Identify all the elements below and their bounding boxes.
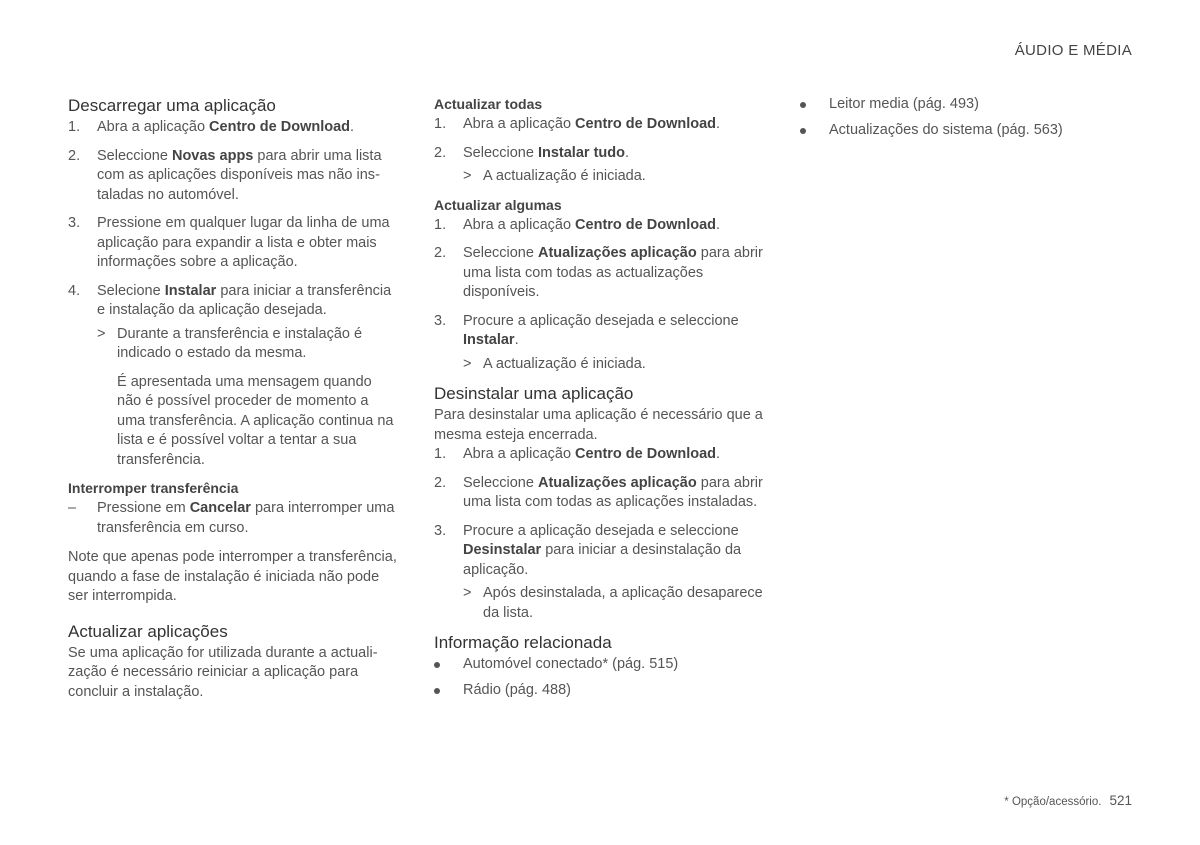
- link-text[interactable]: Actualizações do sistema (pág. 563): [829, 121, 1063, 138]
- step-text: Abra a aplicação: [463, 116, 576, 132]
- column-3: [800, 95, 1130, 146]
- ui-term: Atualizações aplicação: [537, 245, 697, 261]
- step-number: 2.: [68, 147, 81, 164]
- step-text: para abrir uma lista com todas as aplicações instaladas.: [463, 474, 763, 510]
- update-all-step-2: [434, 144, 764, 187]
- step-text: .: [716, 216, 721, 233]
- step-number: 3.: [434, 522, 447, 539]
- interrupt-step: [68, 499, 398, 538]
- column-2: [434, 95, 764, 706]
- step-number: 1.: [434, 216, 447, 233]
- ui-term: Centro de Download: [575, 216, 717, 233]
- update-some-step-2: [434, 244, 764, 303]
- step-number: 3.: [434, 312, 447, 329]
- step-text: Abra a aplicação: [463, 216, 576, 233]
- download-step-4: [68, 282, 398, 471]
- step-text: .: [514, 332, 519, 348]
- step-text: .: [624, 144, 630, 161]
- related-link-radio[interactable]: [434, 681, 764, 701]
- section-header: ÁUDIO E MÉDIA: [1014, 42, 1132, 59]
- step-text: Abra a aplicação: [463, 446, 576, 462]
- heading-related-info: Informação relacionada: [434, 633, 612, 652]
- step-text: Seleccione: [97, 147, 172, 164]
- footer: [1004, 791, 1132, 813]
- ui-term: Centro de Download: [209, 119, 351, 135]
- bullet-icon: [800, 128, 806, 134]
- step-text: Abra a aplicação: [97, 119, 210, 135]
- ui-term: Instalar: [164, 282, 217, 299]
- result-mark: >: [97, 325, 106, 342]
- step-result: [463, 584, 764, 623]
- step-result: [97, 325, 398, 364]
- heading-update-all: Actualizar todas: [434, 96, 543, 112]
- step-text: Pressione em qualquer lugar da linha de uma aplicação para expandir a lista e obter mais informações sobre a aplicação.: [97, 215, 390, 270]
- page-number: 521: [1109, 793, 1132, 808]
- download-steps: [68, 118, 398, 470]
- result-mark: >: [463, 168, 472, 184]
- bullet-icon: [800, 102, 806, 108]
- column-1: [68, 95, 398, 702]
- uninstall-steps: [434, 445, 764, 623]
- ui-term: Atualizações aplicação: [537, 474, 697, 491]
- step-text: .: [716, 446, 721, 462]
- related-link-media-player[interactable]: [800, 95, 1130, 115]
- step-number: 2.: [434, 144, 447, 161]
- step-text: para interromper uma transferência em curso.: [97, 500, 395, 536]
- heading-update-apps: Actualizar aplicações: [68, 621, 228, 641]
- update-all-step-1: [434, 115, 764, 135]
- interrupt-note: Note que apenas pode interromper a transferência, quando a fase de instalação é iniciada não pode ser interrompida.: [68, 549, 397, 604]
- step-text: Seleccione: [463, 474, 538, 491]
- step-number: 2.: [434, 474, 447, 491]
- download-step-2: [68, 147, 398, 206]
- related-links-continued: [800, 95, 1130, 140]
- step-text: .: [350, 119, 355, 135]
- step-number: 1.: [434, 446, 447, 462]
- result-text: A actualização é iniciada.: [483, 355, 646, 372]
- ui-term: Cancelar: [189, 500, 251, 516]
- step-number: 2.: [434, 245, 447, 261]
- step-text: Pressione em: [97, 500, 190, 516]
- result-text: Após desinstalada, a aplicação desaparece da lista.: [483, 585, 763, 621]
- update-some-steps: [434, 216, 764, 375]
- step-number: 4.: [68, 282, 81, 299]
- step-result: [463, 355, 764, 375]
- footnote: * Opção/acessório.: [1004, 796, 1102, 808]
- step-text: para abrir uma lista com as aplicações disponíveis mas não instaladas no automóvel.: [97, 147, 382, 203]
- ui-term: Desinstalar: [463, 542, 542, 558]
- ui-term: Novas apps: [171, 147, 254, 164]
- heading-interrupt: Interromper transferência: [68, 480, 239, 496]
- step-text: para iniciar a transferência e instalação da aplicação desejada.: [97, 282, 392, 318]
- download-step-1: [68, 118, 398, 138]
- step-text: Selecione: [97, 282, 165, 299]
- step-result: [463, 167, 764, 187]
- uninstall-step-1: [434, 445, 764, 465]
- step-number: 3.: [68, 215, 81, 231]
- step-text: para abrir uma lista com todas as actualizações disponíveis.: [463, 245, 763, 300]
- heading-uninstall: Desinstalar uma aplicação: [434, 384, 634, 403]
- bullet-icon: [434, 688, 440, 694]
- update-apps-text: Se uma aplicação for utilizada durante a actualização é necessário reiniciar a aplicação para concluir a instalação.: [68, 644, 378, 700]
- dash-mark: –: [68, 500, 77, 516]
- ui-term: Instalar: [463, 332, 515, 348]
- related-link-connected-car[interactable]: [434, 655, 764, 675]
- uninstall-intro: Para desinstalar uma aplicação é necessário que a mesma esteja encerrada.: [434, 407, 763, 443]
- uninstall-step-2: [434, 474, 764, 513]
- result-text: A actualização é iniciada.: [483, 168, 646, 184]
- step-text: Procure a aplicação desejada e seleccione: [463, 522, 739, 539]
- ui-term: Instalar tudo: [537, 144, 625, 161]
- step-number: 1.: [68, 119, 81, 135]
- step-text: Seleccione: [463, 245, 538, 261]
- step-text: .: [716, 116, 721, 132]
- update-some-step-1: [434, 216, 764, 236]
- ui-term: Centro de Download: [575, 116, 717, 132]
- uninstall-step-3: [434, 522, 764, 624]
- bullet-icon: [434, 662, 440, 668]
- step-number: 1.: [434, 116, 447, 132]
- ui-term: Centro de Download: [575, 446, 717, 462]
- step-text: Procure a aplicação desejada e seleccione: [463, 312, 739, 329]
- result-note: É apresentada uma mensagem quando não é possível proceder de momento a uma transferência. A aplicação continua na lista e é possível voltar a tentar a sua transferência.: [117, 373, 394, 468]
- heading-download-app: Descarregar uma aplicação: [68, 96, 276, 115]
- link-text[interactable]: Rádio (pág. 488): [463, 681, 572, 698]
- update-all-steps: [434, 115, 764, 187]
- heading-update-some: Actualizar algumas: [434, 196, 562, 213]
- download-step-3: [68, 214, 398, 273]
- result-mark: >: [463, 585, 472, 601]
- update-some-step-3: [434, 312, 764, 375]
- related-links: [434, 655, 764, 700]
- related-link-system-updates[interactable]: [800, 121, 1130, 141]
- step-text: para iniciar a desinstalação da aplicação.: [463, 542, 742, 578]
- result-mark: >: [463, 355, 472, 372]
- link-text[interactable]: Leitor media (pág. 493): [829, 96, 979, 112]
- link-text[interactable]: Automóvel conectado* (pág. 515): [463, 656, 679, 672]
- result-text: Durante a transferência e instalação é indicado o estado da mesma.: [117, 325, 363, 361]
- step-text: Seleccione: [463, 144, 538, 161]
